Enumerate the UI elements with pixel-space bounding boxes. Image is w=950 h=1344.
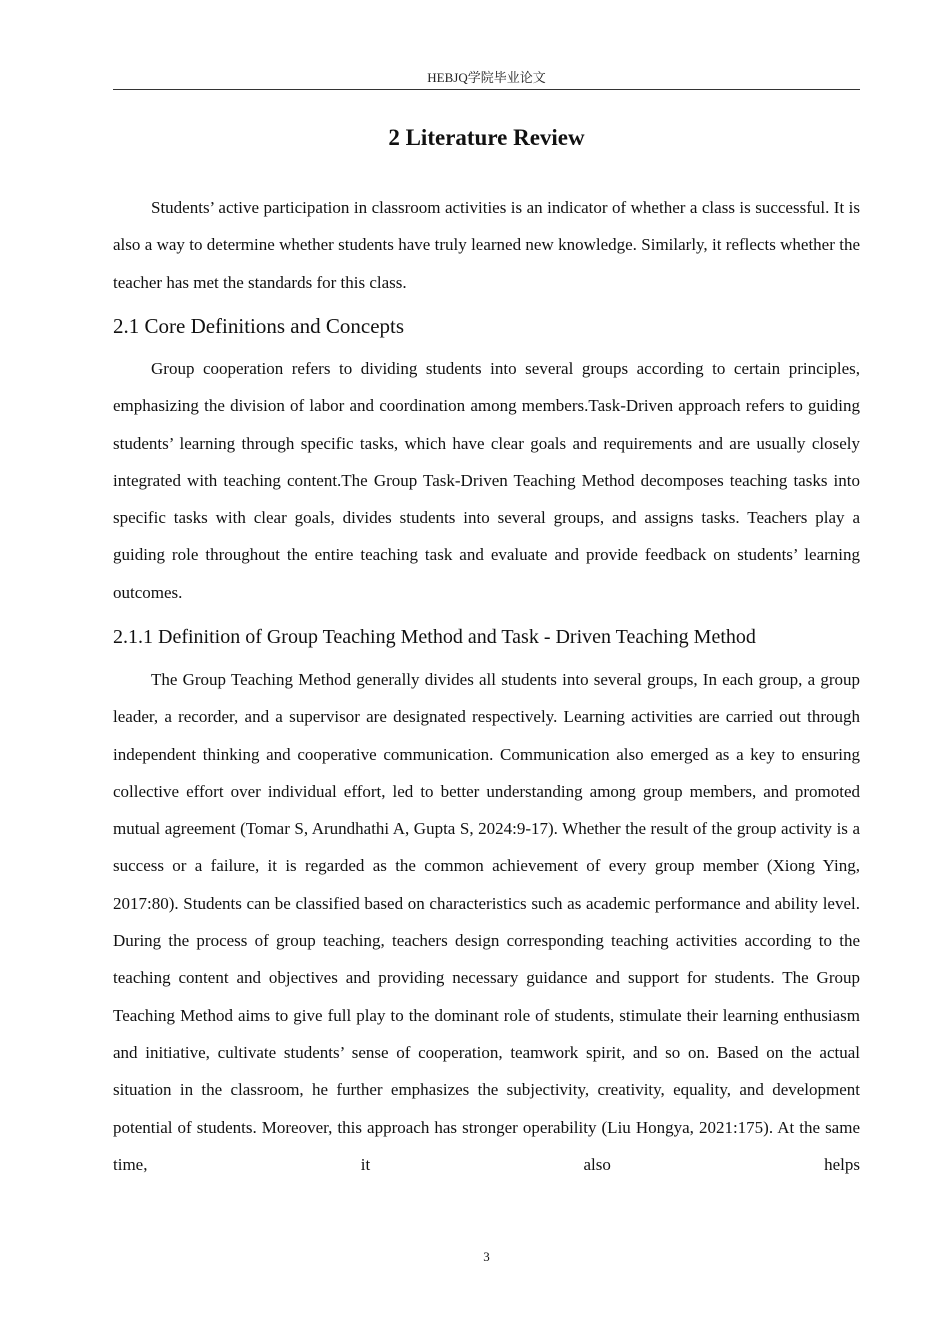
section-2-1-paragraph: Group cooperation refers to dividing students into several groups according to certain principles, emphasizing the division of labor and coordination among members.Task-Driven approach refers to guiding students’ learning through specific tasks, which have clear goals and requirements and are usually closely integrated with teaching content.The Group Task-Driven Teaching Method decomposes teaching tasks into specific tasks with clear goals, divides students into several groups, and assigns tasks. Teachers play a guiding role throughout the entire teaching task and evaluate and provide feedback on students’ learning outcomes. [113,359,860,602]
section-heading-2-1: 2.1 Core Definitions and Concepts [113,314,405,338]
chapter-title: 2 Literature Review [388,125,585,150]
section-heading-2-1-1: 2.1.1 Definition of Group Teaching Method and Task - Driven Teaching Method [113,626,756,648]
intro-paragraph: Students’ active participation in classroom activities is an indicator of whether a class is successful. It is also a way to determine whether students have truly learned new knowledge. Similarly, it reflects whether the teacher has met the standards for this class. [113,198,860,292]
header-rule [113,89,860,90]
running-header: HEBJQ学院毕业论文 [427,70,546,85]
page-number: 3 [483,1249,490,1264]
section-2-1-1-paragraph: The Group Teaching Method generally divides all students into several groups, In each group, a group leader, a recorder, and a supervisor are designated respectively. Learning activities are carried out through independent thinking and cooperative communication. Communication also emerged as a key to ensuring collective effort over individual effort, led to better understanding among group members, and promoted mutual agreement (Tomar S, Arundhathi A, Gupta S, 2024:9-17). Whether the result of the group activity is a success or a failure, it is regarded as the common achievement of every group member (Xiong Ying, 2017:80). Students can be classified based on characteristics such as academic performance and ability level. During the process of group teaching, teachers design corresponding teaching activities according to the teaching content and objectives and providing necessary guidance and support for students. The Group Teaching Method aims to give full play to the dominant role of students, stimulate their learning enthusiasm and initiative, cultivate students’ sense of cooperation, teamwork spirit, and so on. Based on the actual situation in the classroom, he further emphasizes the subjectivity, creativity, equality, and development potential of students. Moreover, this approach has stronger operability (Liu Hongya, 2021:175). At the same time, it also helps [113,670,860,1174]
